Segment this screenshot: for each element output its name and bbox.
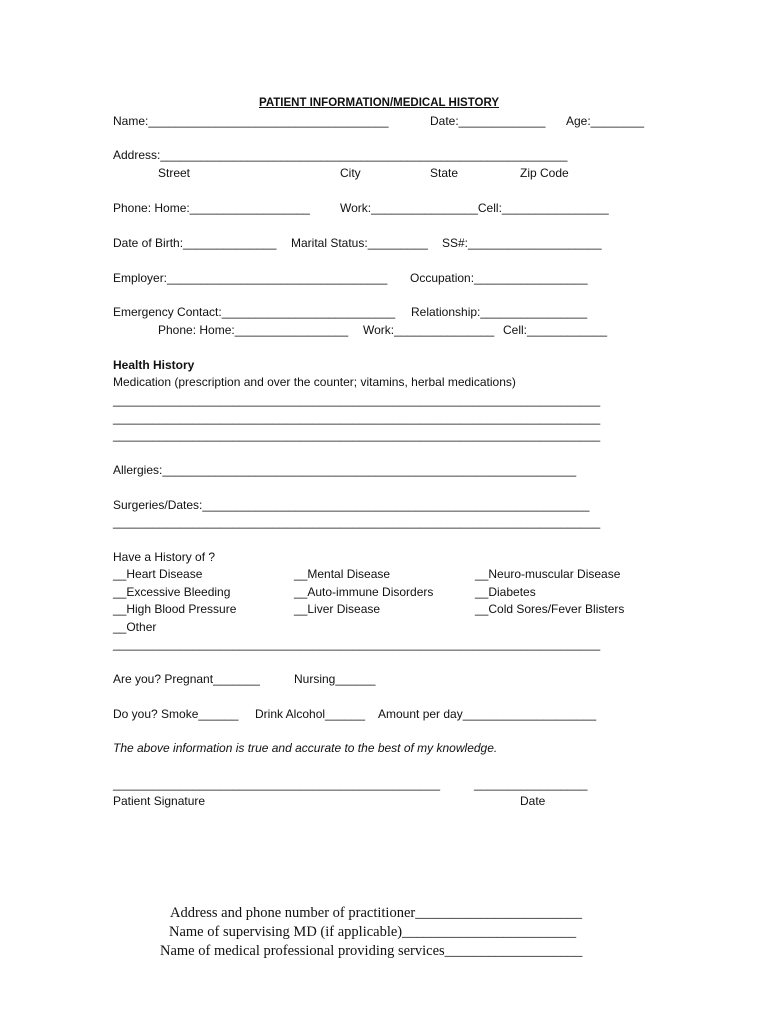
surgeries-line-2[interactable]: _________________________________________________________________________ [113, 515, 601, 529]
history-option-auto-immune[interactable]: __Auto-immune Disorders [294, 585, 434, 599]
other-history-line[interactable]: _________________________________________________________________________ [113, 637, 601, 651]
occupation-field[interactable]: Occupation:_________________ [410, 271, 588, 285]
signature-line[interactable]: _________________________________________________ [113, 777, 441, 791]
medication-line[interactable]: _________________________________________________________________________ [113, 428, 601, 442]
emergency-contact-field[interactable]: Emergency Contact:__________________________ [113, 305, 396, 319]
amount-per-day-field[interactable]: Amount per day____________________ [378, 707, 597, 721]
smoke-field[interactable]: Do you? Smoke______ [113, 707, 239, 721]
dob-field[interactable]: Date of Birth:______________ [113, 236, 277, 250]
nursing-field[interactable]: Nursing______ [294, 672, 376, 686]
phone-home-field[interactable]: Phone: Home:__________________ [113, 201, 310, 215]
surgeries-field[interactable]: Surgeries/Dates:__________________________________________________________ [113, 498, 590, 512]
marital-status-field[interactable]: Marital Status:_________ [291, 236, 428, 250]
employer-field[interactable]: Employer:_________________________________ [113, 271, 388, 285]
medication-line[interactable]: _________________________________________________________________________ [113, 393, 601, 407]
history-option-mental-disease[interactable]: __Mental Disease [294, 567, 391, 581]
address-street-label: Street [158, 166, 191, 180]
age-field[interactable]: Age:________ [566, 114, 645, 128]
history-option-other[interactable]: __Other [113, 620, 157, 634]
medication-label: Medication (prescription and over the counter; vitamins, herbal medications) [113, 375, 516, 389]
history-option-high-blood-pressure[interactable]: __High Blood Pressure [113, 602, 237, 616]
ssn-field[interactable]: SS#:____________________ [442, 236, 602, 250]
address-state-label: State [430, 166, 459, 180]
health-history-heading: Health History [113, 358, 195, 372]
medication-line[interactable]: _________________________________________________________________________ [113, 411, 601, 425]
relationship-field[interactable]: Relationship:________________ [411, 305, 588, 319]
history-option-diabetes[interactable]: __Diabetes [475, 585, 536, 599]
form-title: PATIENT INFORMATION/MEDICAL HISTORY [259, 97, 500, 109]
medical-professional-field[interactable]: Name of medical professional providing services___________________ [160, 943, 583, 959]
emergency-phone-home-field[interactable]: Phone: Home:_________________ [158, 323, 349, 337]
history-option-neuro-muscular[interactable]: __Neuro-muscular Disease [475, 567, 621, 581]
practitioner-address-field[interactable]: Address and phone number of practitioner_______________________ [170, 905, 582, 921]
attestation-statement: The above information is true and accurate to the best of my knowledge. [113, 741, 498, 755]
date-field[interactable]: Date:_____________ [430, 114, 546, 128]
history-option-cold-sores[interactable]: __Cold Sores/Fever Blisters [475, 602, 625, 616]
emergency-cell-field[interactable]: Cell:____________ [503, 323, 608, 337]
allergies-field[interactable]: Allergies:______________________________________________________________ [113, 463, 577, 477]
pregnant-field[interactable]: Are you? Pregnant_______ [113, 672, 260, 686]
address-city-label: City [340, 166, 361, 180]
signature-date-line[interactable]: _________________ [474, 777, 588, 791]
supervising-md-field[interactable]: Name of supervising MD (if applicable)________________________ [169, 924, 577, 940]
drink-alcohol-field[interactable]: Drink Alcohol______ [255, 707, 366, 721]
name-field[interactable]: Name:____________________________________ [113, 114, 389, 128]
patient-signature-label: Patient Signature [113, 794, 206, 808]
history-option-heart-disease[interactable]: __Heart Disease [113, 567, 203, 581]
address-zip-label: Zip Code [520, 166, 569, 180]
address-field[interactable]: Address:_____________________________________________________________ [113, 148, 568, 162]
signature-date-label: Date [520, 794, 546, 808]
history-option-excessive-bleeding[interactable]: __Excessive Bleeding [113, 585, 231, 599]
phone-work-cell-field[interactable]: Work:________________Cell:________________ [340, 201, 609, 215]
history-option-liver-disease[interactable]: __Liver Disease [294, 602, 381, 616]
history-prompt: Have a History of ? [113, 550, 216, 564]
emergency-work-field[interactable]: Work:_______________ [363, 323, 495, 337]
